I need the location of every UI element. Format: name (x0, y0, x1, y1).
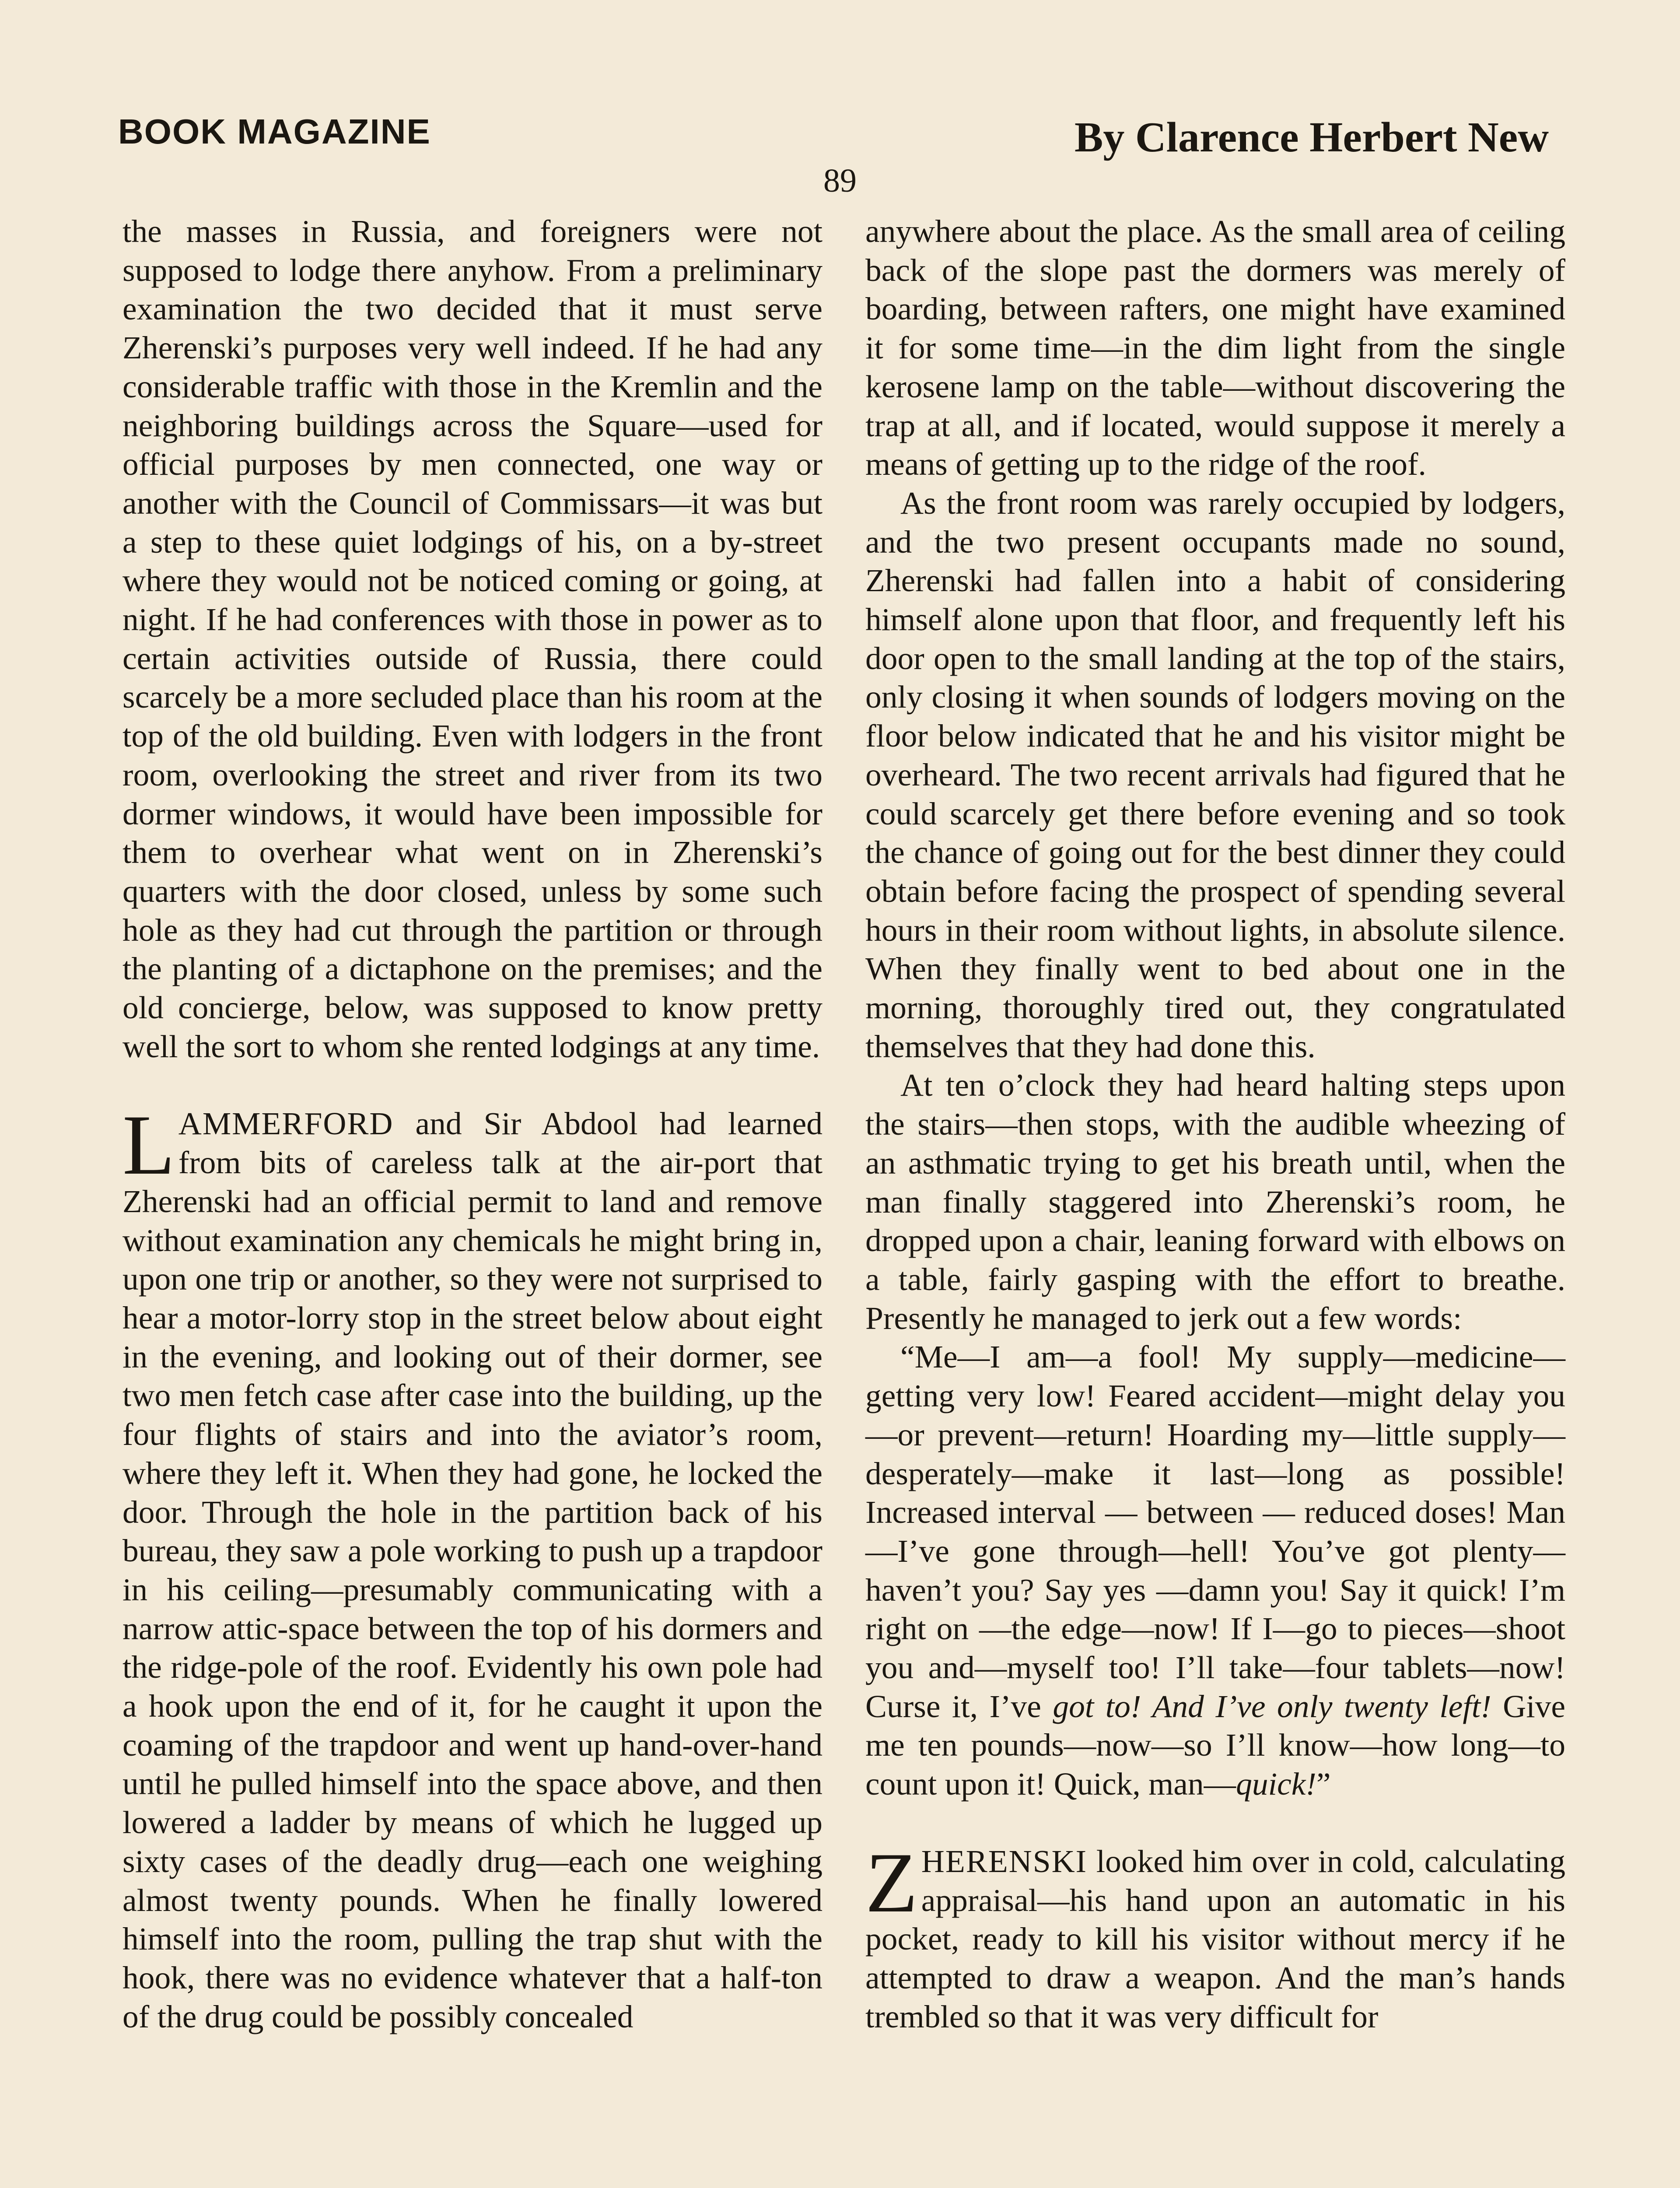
right-column (865, 212, 1565, 2036)
paragraph-text: looked him over in cold, calculating appraisal—his hand upon an automatic in his pocket, ready to kill his visitor without mercy if he attempted to draw a weapon. And the man’s hands trembled so that it was very difficult for (865, 1843, 1565, 2034)
page-number: 89 (823, 162, 857, 199)
paragraph: At ten o’clock they had heard halting steps upon the stairs—then stops, with the audible wheezing of an asthmatic trying to get his breath until, when the man finally staggered into Zherenski’s room, he dropped upon a chair, leaning forward with elbows on a table, fairly gasping with the effort to breathe. Presently he managed to jerk out a few words: (865, 1067, 1565, 1336)
section-paragraph (122, 1098, 822, 2036)
author-byline: By Clarence Herbert New (1074, 114, 1549, 161)
dialogue-text: Give me ten pounds—now—so I’ll know—how long—to count upon it! Quick, man— (865, 1688, 1565, 1802)
section-paragraph (865, 1835, 1565, 2037)
dialogue-text: “Me—I am—a fool! My supply—medicine—getting very low! Feared accident—might delay you—or prevent—return! Hoarding my—little supply—desperately—make it last—long as possible! Increased interval — between — reduced doses! Man—I’ve gone through—hell! You’ve got plenty—haven’t you? Say yes —damn you! Say it quick! I’m right on —the edge—now! If I—go to pieces—shoot you and—myself too! I’ll take—four tablets—now! Curse it, I’ve (865, 1339, 1565, 1724)
dialogue-paragraph (865, 1338, 1565, 1803)
paragraph: anywhere about the place. As the small area of ceiling back of the slope past the dormers was merely of boarding, between rafters, one might have examined it for some time—in the dim light from the single kerosene lamp on the table—without discovering the trap at all, and if located, would suppose it merely a means of getting up to the ridge of the roof. (865, 214, 1565, 482)
paragraph: the masses in Russia, and foreigners were not supposed to lodge there anyhow. From a preliminary examination the two decided that it must serve Zherenski’s purposes very well indeed. If he had any considerable traffic with those in the Kremlin and the neighboring buildings across the Square—used for official purposes by men connected, one way or another with the Council of Commissars—it was but a step to these quiet lodgings of his, on a by-street where they would not be noticed coming or going, at night. If he had conferences with those in power as to certain activities outside of Russia, there could scarcely be a more secluded place than his room at the top of the old building. Even with lodgers in the front room, overlooking the street and river from its two dormer windows, it would have been impossible for them to overhear what went on in Zherenski’s quarters with the door closed, unless by some such hole as they had cut through the partition or through the planting of a dictaphone on the premises; and the old concierge, below, was supposed to know pretty well the sort to whom she rented lodgings at any time. (122, 214, 822, 1064)
small-caps-lead: HERENSKI (921, 1843, 1088, 1879)
dialogue-emphasis: got to! And I’ve only twenty left! (1053, 1688, 1491, 1724)
left-column (122, 212, 822, 2036)
dialogue-emphasis: quick! (1236, 1766, 1316, 1802)
small-caps-lead: AMMERFORD (178, 1106, 394, 1142)
closing-quote: ” (1316, 1766, 1331, 1802)
paragraph: As the front room was rarely occupied by lodgers, and the two present occupants made no sound, Zherenski had fallen into a habit of considering himself alone upon that floor, and frequently left his door open to the small landing at the top of the stairs, only closing it when sounds of lodgers moving on the floor below indicated that he and his visitor might be overheard. The two recent arrivals had figured that he could scarcely get there before evening and so took the chance of going out for the best dinner they could obtain before facing the prospect of spending several hours in their room without lights, in absolute silence. When they finally went to bed about one in the morning, thoroughly tired out, they congratulated themselves that they had done this. (865, 485, 1565, 1064)
magazine-title: BOOK MAGAZINE (118, 112, 431, 151)
drop-cap: L (122, 1098, 175, 1193)
paragraph-text: and Sir Abdool had learned from bits of careless talk at the air-port that Zherenski had an official permit to land and remove without examination any chemicals he might bring in, upon one trip or another, so they were not surprised to hear a motor-lorry stop in the street below about eight in the evening, and looking out of their dormer, see two men fetch case after case into the building, up the four flights of stairs and into the aviator’s room, where they left it. When they had gone, he locked the door. Through the hole in the partition back of his bureau, they saw a pole working to push up a trapdoor in his ceiling—presumably communicating with a narrow attic-space between the top of his dormers and the ridge-pole of the roof. Evidently his own pole had a hook upon the end of it, for he caught it upon the coaming of the trapdoor and went up hand-over-hand until he pulled himself into the space above, and then lowered a ladder by means of which he lugged up sixty cases of the deadly drug—each one weighing almost twenty pounds. When he finally lowered himself into the room, pulling the trap shut with the hook, there was no evidence whatever that a half-ton of the drug could be possibly concealed (122, 1106, 822, 2034)
drop-cap: Z (865, 1835, 918, 1930)
